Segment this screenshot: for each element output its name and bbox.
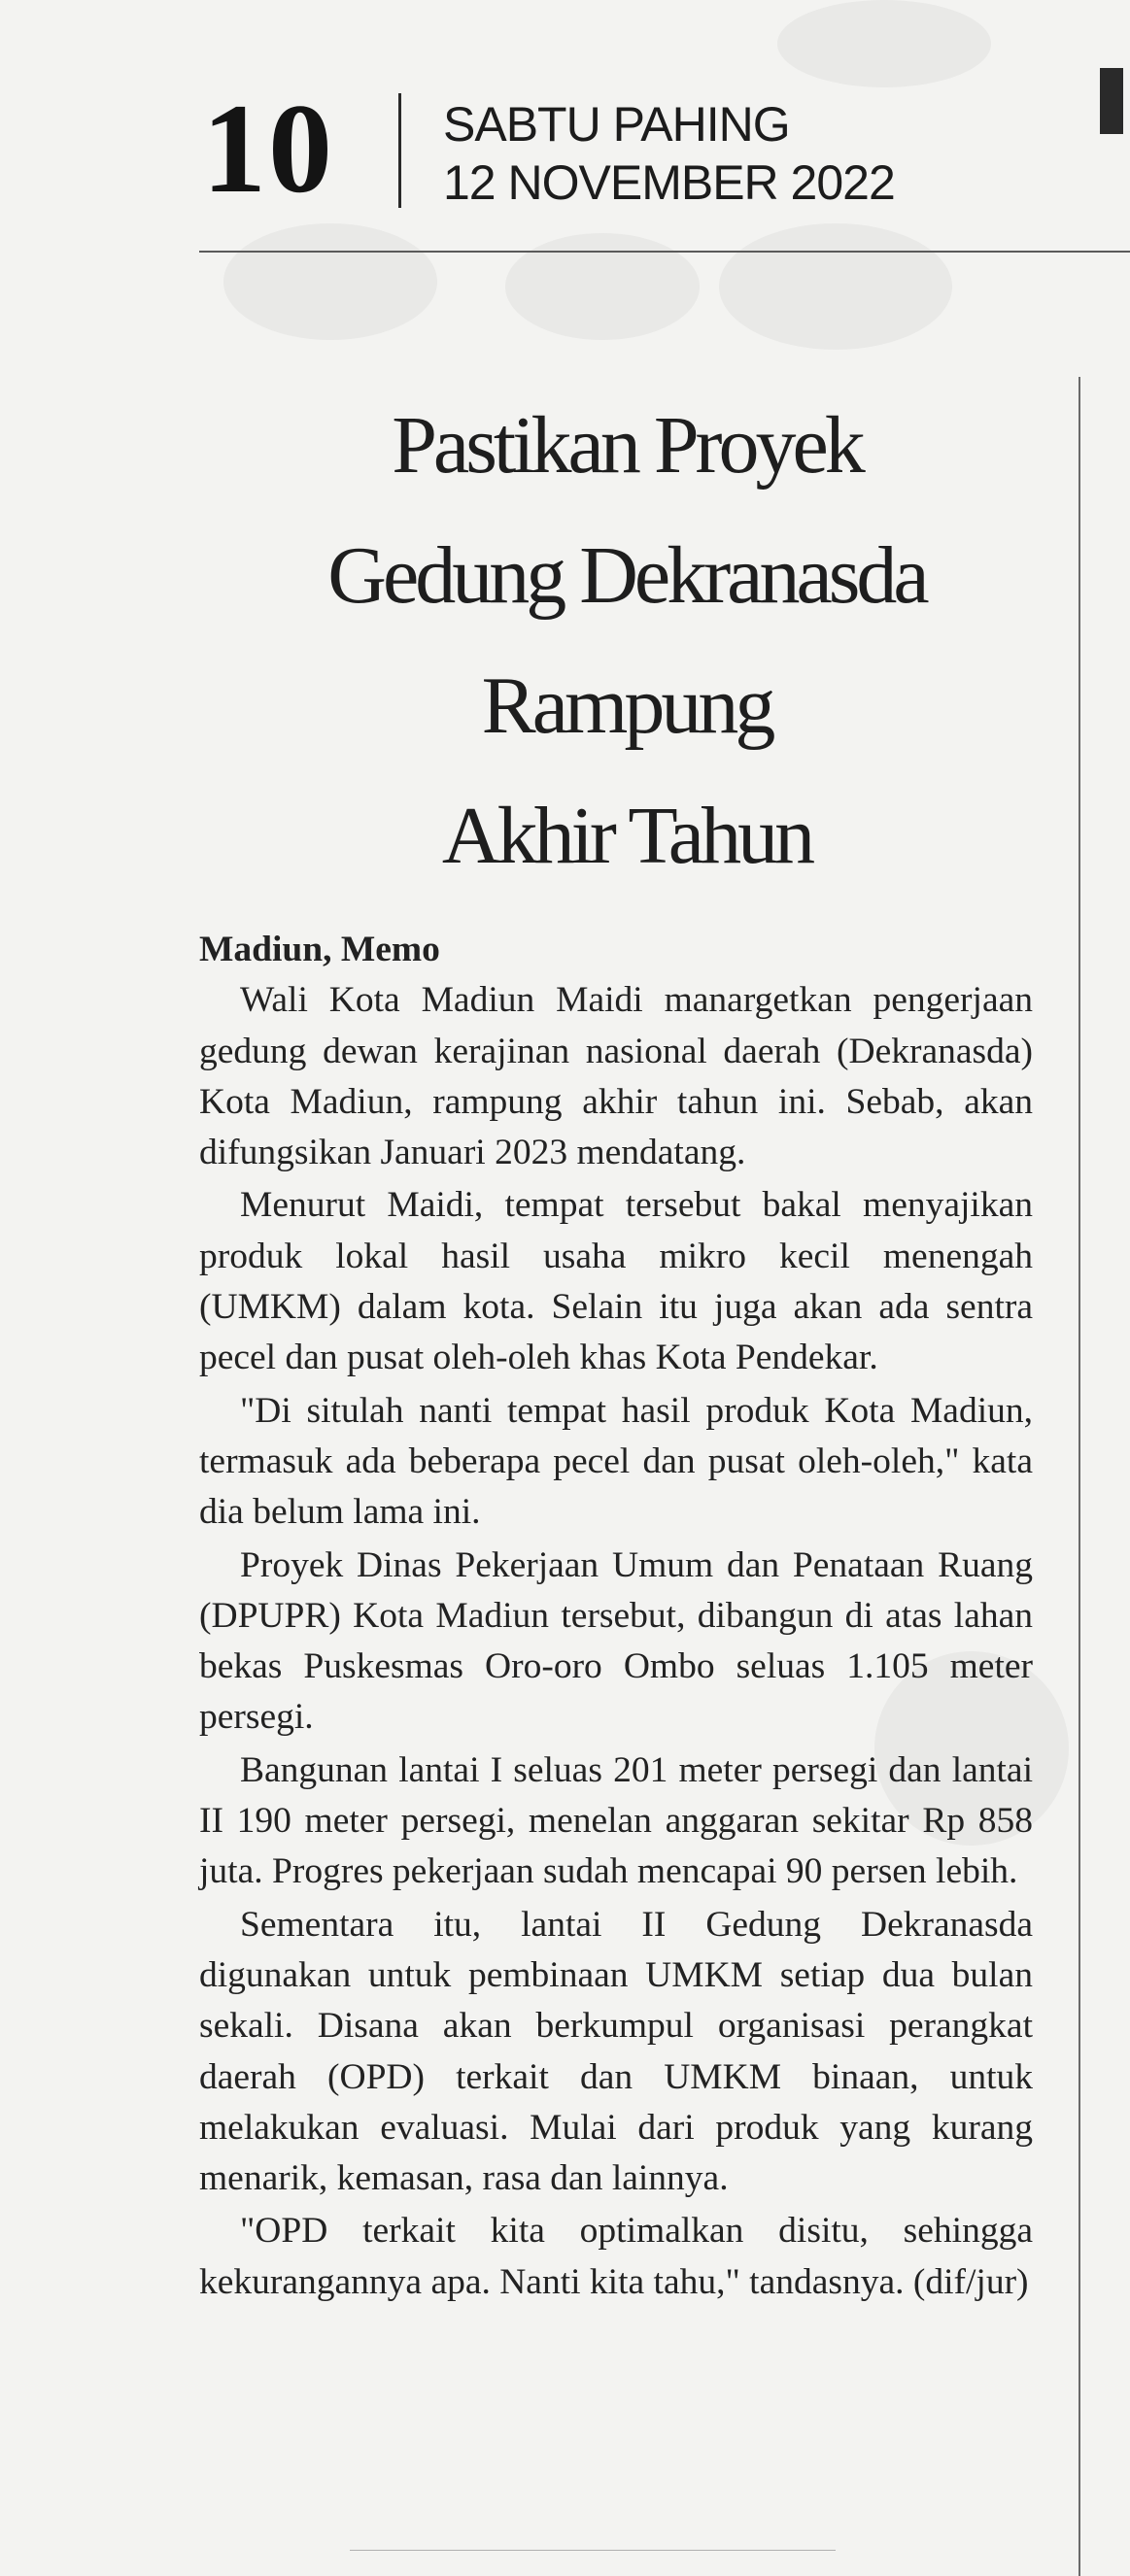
bleed-through-shape (719, 223, 952, 350)
article-paragraph: "Di situlah nanti tempat hasil produk Kota Madiun, termasuk ada beberapa pecel dan pusat oleh-oleh," kata dia belum lama ini. (199, 1390, 1033, 1533)
article-paragraph: Proyek Dinas Pekerjaan Umum dan Penataan Ruang (DPUPR) Kota Madiun tersebut, dibangun di atas lahan bekas Puskesmas Oro-oro Ombo seluas 1.105 meter persegi. (199, 1544, 1033, 1738)
adjacent-page-mark (1100, 68, 1123, 134)
article-dateline: Madiun, Memo (199, 930, 440, 969)
headline-line: Akhir Tahun (441, 791, 812, 881)
bleed-through-shape (223, 223, 437, 340)
article-body (199, 925, 1033, 2310)
article-paragraph: Wali Kota Madiun Maidi manargetkan pengerjaan gedung dewan kerajinan nasional daerah (Dekranasda) Kota Madiun, rampung akhir tahun ini. Sebab, akan difungsikan Januari 2023 mendatang. (199, 980, 1033, 1173)
headline-line: Rampung (481, 661, 772, 751)
page-number: 10 (202, 77, 334, 220)
edition-day: SABTU PAHING (443, 97, 790, 152)
footer-rule (350, 2550, 836, 2551)
headline-line: Pastikan Proyek (392, 400, 862, 491)
article-headline (199, 381, 1054, 901)
edition-date: 12 NOVEMBER 2022 (443, 155, 895, 210)
page-header (202, 77, 1077, 221)
column-rule (1079, 377, 1080, 2576)
header-divider (398, 93, 401, 208)
header-rule (199, 251, 1130, 253)
bleed-through-shape (505, 233, 700, 340)
headline-line: Gedung Dekranasda (327, 530, 926, 621)
article-paragraph: Menurut Maidi, tempat tersebut bakal menyajikan produk lokal hasil usaha mikro kecil menengah (UMKM) dalam kota. Selain itu juga akan ada sentra pecel dan pusat oleh-oleh khas Kota Pendekar. (199, 1185, 1033, 1378)
article-paragraph: Sementara itu, lantai II Gedung Dekranasda digunakan untuk pembinaan UMKM setiap dua bulan sekali. Disana akan berkumpul organisasi perangkat daerah (OPD) terkait dan UMKM binaan, untuk melakukan evaluasi. Mulai dari produk yang kurang menarik, kemasan, rasa dan lainnya. (199, 1904, 1033, 2199)
article-paragraph: Bangunan lantai I seluas 201 meter persegi dan lantai II 190 meter persegi, menelan anggaran sekitar Rp 858 juta. Progres pekerjaan sudah mencapai 90 persen lebih. (199, 1749, 1033, 1892)
bleed-through-shape (777, 0, 991, 87)
article-paragraph: "OPD terkait kita optimalkan disitu, sehingga kekurangannya apa. Nanti kita tahu," tandasnya. (dif/jur) (199, 2211, 1033, 2302)
